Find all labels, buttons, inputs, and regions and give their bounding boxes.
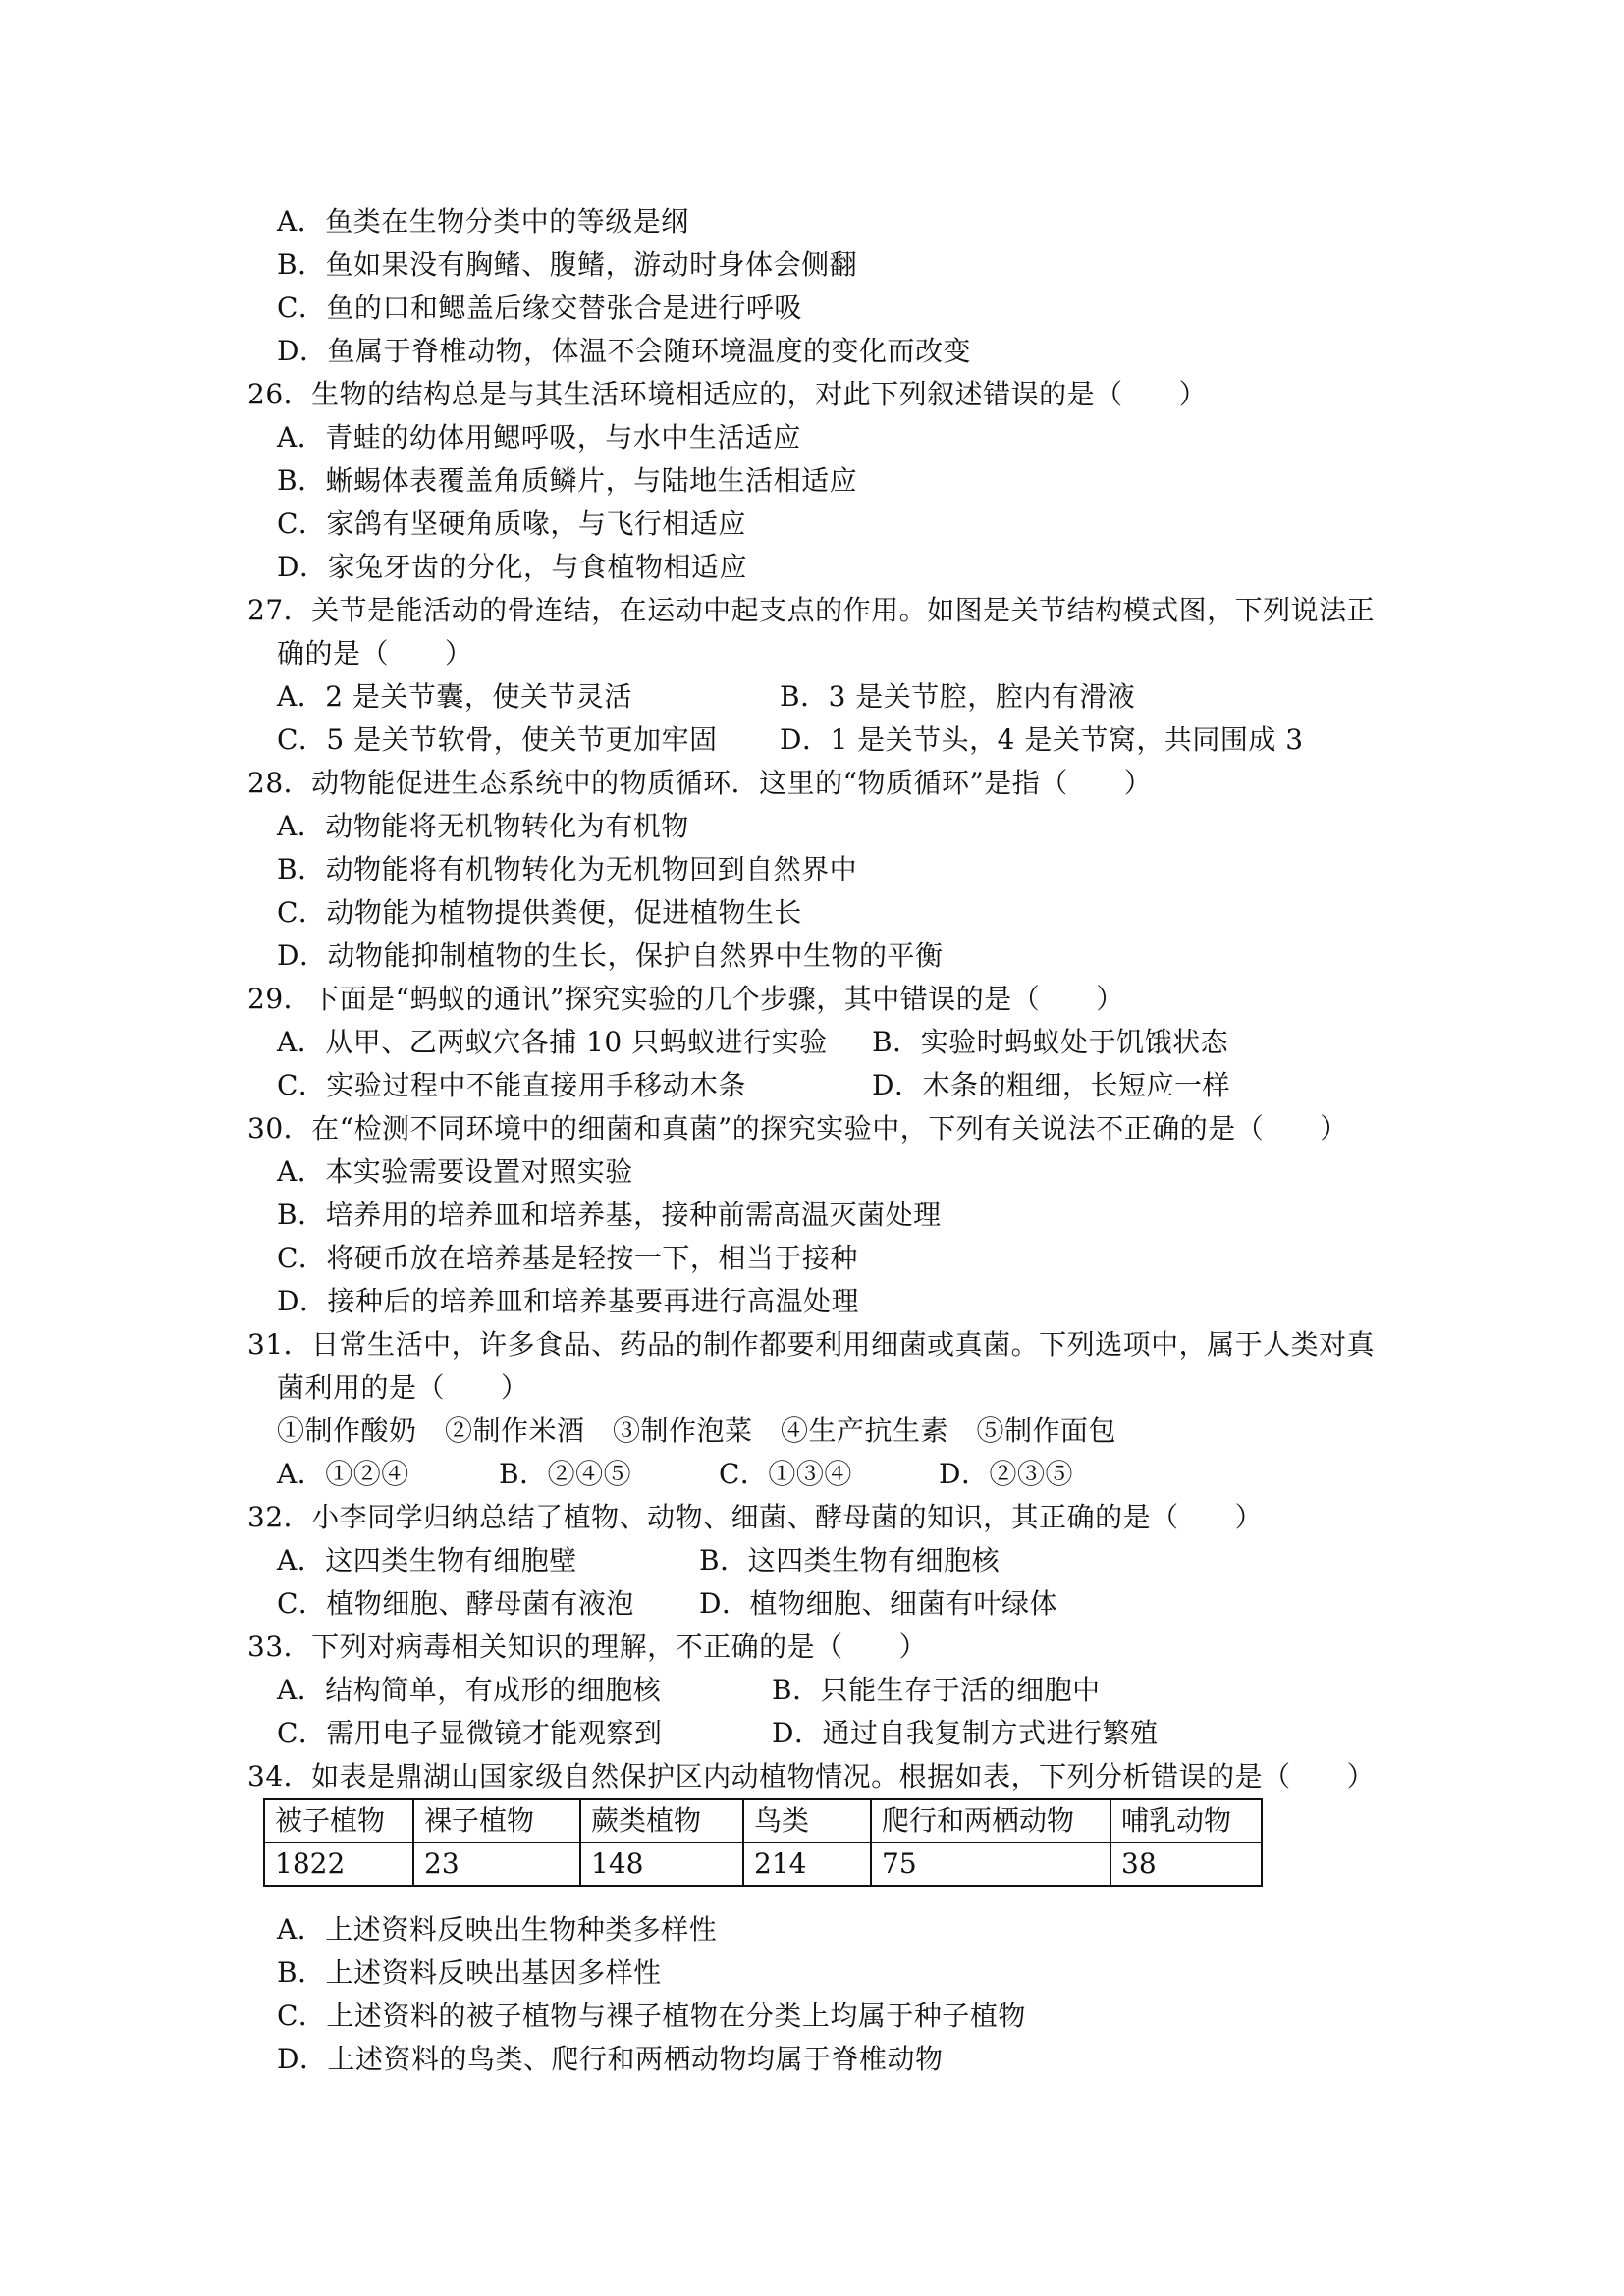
q31-option-c: C．①③④ [719,1458,852,1490]
q25-option-b: B．鱼如果没有胸鳍、腹鳍，游动时身体会侧翻 [277,248,858,281]
q28-stem: 28．动物能促进生态系统中的物质循环．这里的“物质循环”是指（ ） [247,767,1153,799]
table-row [264,1842,1262,1886]
q27-option-d: D．1 是关节头，4 是关节窝，共同围成 3 [780,723,1304,756]
table-header-cell: 鸟类 [743,1799,871,1842]
q30-option-b: B．培养用的培养皿和培养基，接种前需高温灭菌处理 [277,1199,942,1231]
q27-option-c: C．5 是关节软骨，使关节更加牢固 [277,723,718,756]
species-table [263,1798,1263,1887]
q29-option-a: A．从甲、乙两蚁穴各捕 10 只蚂蚁进行实验 [277,1026,828,1058]
q27-stem-line1: 27．关节是能活动的骨连结，在运动中起支点的作用。如图是关节结构模式图，下列说法正 [247,594,1376,626]
q29-option-c: C．实验过程中不能直接用手移动木条 [277,1069,746,1101]
q27-option-b: B．3 是关节腔，腔内有滑液 [780,680,1136,713]
q32-option-c: C．植物细胞、酵母菌有液泡 [277,1587,634,1620]
q28-option-c: C．动物能为植物提供粪便，促进植物生长 [277,896,802,929]
table-cell: 75 [871,1842,1110,1886]
q26-stem: 26．生物的结构总是与其生活环境相适应的，对此下列叙述错误的是（ ） [247,378,1208,410]
table-cell: 148 [580,1842,743,1886]
q30-option-c: C．将硬币放在培养基是轻按一下，相当于接种 [277,1242,858,1274]
q31-stem-line1: 31．日常生活中，许多食品、药品的制作都要利用细菌或真菌。下列选项中，属于人类对真 [247,1328,1376,1361]
q31-option-a: A．①②④ [277,1458,409,1490]
q34-stem: 34．如表是鼎湖山国家级自然保护区内动植物情况。根据如表，下列分析错误的是（ ） [247,1760,1376,1792]
q31-stem-line2: 菌利用的是（ ） [277,1371,529,1404]
table-header-cell: 蕨类植物 [580,1799,743,1842]
q32-option-a: A．这四类生物有细胞壁 [277,1544,577,1576]
q31-option-b: B．②④⑤ [499,1458,632,1490]
table-header-cell: 爬行和两栖动物 [871,1799,1110,1842]
q25-option-d: D．鱼属于脊椎动物，体温不会随环境温度的变化而改变 [277,335,971,367]
q29-option-b: B．实验时蚂蚁处于饥饿状态 [872,1026,1229,1058]
q29-stem: 29．下面是“蚂蚁的通讯”探究实验的几个步骤，其中错误的是（ ） [247,983,1124,1015]
q29-option-d: D．木条的粗细，长短应一样 [872,1069,1230,1101]
q30-option-a: A．本实验需要设置对照实验 [277,1155,633,1188]
q26-option-d: D．家兔牙齿的分化，与食植物相适应 [277,551,747,583]
q34-option-d: D．上述资料的鸟类、爬行和两栖动物均属于脊椎动物 [277,2043,944,2075]
q32-option-b: B．这四类生物有细胞核 [699,1544,1001,1576]
q34-option-a: A．上述资料反映出生物种类多样性 [277,1913,718,1946]
q26-option-b: B．蜥蜴体表覆盖角质鳞片，与陆地生活相适应 [277,464,858,497]
q33-option-a: A．结构简单，有成形的细胞核 [277,1674,662,1706]
q27-option-a: A．2 是关节囊，使关节灵活 [277,680,632,713]
table-cell: 1822 [264,1842,413,1886]
table-cell: 23 [413,1842,580,1886]
table-header-cell: 裸子植物 [413,1799,580,1842]
q31-items: ①制作酸奶 ②制作米酒 ③制作泡菜 ④生产抗生素 ⑤制作面包 [277,1415,1117,1447]
q32-stem: 32．小李同学归纳总结了植物、动物、细菌、酵母菌的知识，其正确的是（ ） [247,1501,1264,1533]
q25-option-a: A．鱼类在生物分类中的等级是纲 [277,205,689,238]
q28-option-d: D．动物能抑制植物的生长，保护自然界中生物的平衡 [277,939,944,972]
q28-option-b: B．动物能将有机物转化为无机物回到自然界中 [277,853,858,885]
q27-stem-line2: 确的是（ ） [277,637,473,669]
q28-option-a: A．动物能将无机物转化为有机物 [277,810,689,842]
q26-option-c: C．家鸽有坚硬角质喙，与飞行相适应 [277,507,746,540]
q33-option-d: D．通过自我复制方式进行繁殖 [772,1717,1159,1749]
q30-option-d: D．接种后的培养皿和培养基要再进行高温处理 [277,1285,859,1317]
table-header-cell: 被子植物 [264,1799,413,1842]
q26-option-a: A．青蛙的幼体用鳃呼吸，与水中生活适应 [277,421,801,454]
q30-stem: 30．在“检测不同环境中的细菌和真菌”的探究实验中，下列有关说法不正确的是（ ） [247,1112,1348,1145]
q33-stem: 33．下列对病毒相关知识的理解，不正确的是（ ） [247,1630,928,1663]
table-cell: 214 [743,1842,871,1886]
q33-option-c: C．需用电子显微镜才能观察到 [277,1717,663,1749]
q32-option-d: D．植物细胞、细菌有叶绿体 [699,1587,1057,1620]
q33-option-b: B．只能生存于活的细胞中 [772,1674,1101,1706]
table-cell: 38 [1110,1842,1262,1886]
q25-option-c: C．鱼的口和鳃盖后缘交替张合是进行呼吸 [277,292,802,324]
table-header-row [264,1799,1262,1842]
q34-option-b: B．上述资料反映出基因多样性 [277,1956,662,1989]
table-header-cell: 哺乳动物 [1110,1799,1262,1842]
q34-option-c: C．上述资料的被子植物与裸子植物在分类上均属于种子植物 [277,2000,1026,2032]
q31-option-d: D．②③⑤ [939,1458,1073,1490]
